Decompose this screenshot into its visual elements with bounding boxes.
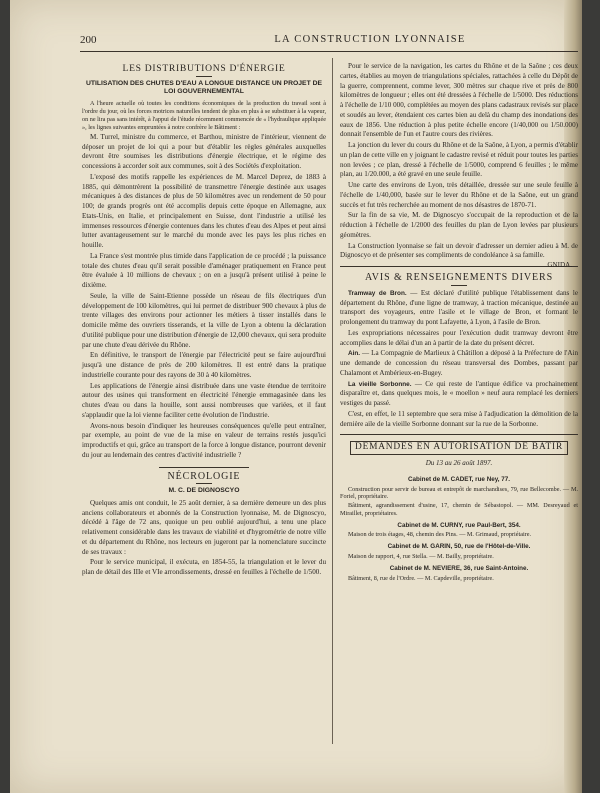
- distributions-paragraph: En définitive, le transport de l'énergie par l'électricité peut se faire aujourd'hui jusqu'à une distance de près de 200 kilomètres. Il est entré dans la pratique industrielle courante pour des rayons de 30 à 40 kilomètres.: [82, 351, 326, 379]
- demandes-heading: DEMANDES EN AUTORISATION DE BATIR: [350, 441, 568, 455]
- avis-item: [340, 349, 578, 378]
- demandes-dates: Du 13 au 26 août 1897.: [425, 459, 493, 467]
- distributions-heading: LES DISTRIBUTIONS D'ÉNERGIE: [122, 63, 286, 74]
- necrologie-paragraph: Une carte des environs de Lyon, très détaillée, dressée sur une seule feuille à l'échelle de 1/40,000, basée sur le lever du Rhône et de la Saône, eut un grand succès et fut très recherchée au moment de nos désastres de 1870-71.: [340, 181, 578, 209]
- necrologie-paragraph: [340, 241, 578, 269]
- distributions-paragraph: Avons-nous besoin d'indiquer les heureuses conséquences qu'elle peut entraîner, par exemple, au point de vue de la mise en valeur de terrains restés jusqu'ici improductifs et qui, grâce au transport de la force à longue distance, pourront devenir du jour au lendemain des centres d'activité industrielle ?: [82, 421, 326, 459]
- heading-ornament: [196, 76, 212, 77]
- necrologie-paragraph: Quelques amis ont conduit, le 25 août dernier, à sa dernière demeure un des plus anciens collaborateurs et abonnés de la Construction lyonnaise, M. de Dignoscyo, décédé à l'âge de 72 ans, quoique un peu oublié aujourd'hui, a tenu une place relativement considérable dans les travaux de viabilité et d'hygrométrie de notre ville et du département du Rhône, nos lecteurs en jugeront par la nomenclature succincte de ses travaux :: [82, 498, 326, 556]
- permit-entry: Bâtiment, agrandissement d'usine, 17, chemin de Sébastopol. — MM. Desreyaud et Miraillet, propriétaires.: [340, 502, 578, 517]
- avis-item-lead: La vieille Sorbonne.: [348, 380, 412, 388]
- avis-item: [340, 329, 578, 349]
- distributions-intro: A l'heure actuelle où toutes les conditions économiques de la production du travail sont à l'ordre du jour, où les forces motrices naturelles tendent de plus en plus à se substituer à la vapeur, on ne lira pas sans intérêt, à l'appui de l'étude récemment commencée de « l'hydraulique appliquée », les lignes suivantes empruntées à notre confrère le Bâtiment :: [82, 99, 326, 131]
- section-divider: [159, 467, 249, 468]
- cabinet-heading: Cabinet de M. CADET, rue Ney, 77.: [407, 475, 511, 483]
- column-divider: [332, 58, 333, 744]
- necrologie-paragraph: Pour le service de la navigation, les cartes du Rhône et de la Saône ; ces deux cartes, établies au moyen de triangulations spéciales, rattachées à celle du Dépôt de la guerre, comprennent, comme lever, 300 mètres sur chaque rive et près de 800 kilomètres de longueur ; elles ont été dressées à l'échelle de 1/5000. Des réductions à l'échelle de 1/10 000, complétées au moyen des plans cadastraux revisés sur place et soudés au lever, étendaient ces cartes bien au delà du champ des inondations des eaux de 1856. Une réduction à plus petite échelle encore (1/40,000 ou 1/50.000) donnait l'ensemble de l'un et l'autre cours des rivières.: [340, 62, 578, 139]
- avis-item-text: — Est déclaré d'utilité publique l'établissement dans le département du Rhône, d'une ligne de tramway, à traction mécanique, destinée au transport des voyageurs, entre l'asile et le village de Bron, et formant le prolongement du tramway du pont Lafayette, à Lyon, à l'asile de Bron.: [340, 288, 578, 326]
- avis-item-lead: Ain.: [348, 350, 361, 358]
- avis-item-text: Les expropriations nécessaires pour l'exécution dudit tramway devront être accomplies dans le délai d'un an à partir de la date du présent décret.: [340, 328, 578, 347]
- necrologie-paragraph: La jonction du lever du cours du Rhône et de la Saône, à Lyon, a permis d'établir un plan de cette ville en y joignant le cadastre revisé et réduit pour toutes les parties non levées ; ce plan, dressé à l'échelle de 1/5000, comprend 6 feuilles ; le même plan, au 1/20.000, a été gravé en une seule feuille.: [340, 141, 578, 179]
- distributions-paragraph: La France s'est montrée plus timide dans l'application de ce procédé ; la puissance totale des chutes d'eau qu'il serait possible d'aménager pratiquement en France peut être évaluée à 10 millions de chevaux ; on en a jusqu'à présent utilisé à peine le dixième.: [82, 251, 326, 290]
- distributions-paragraph: Seule, la ville de Saint-Etienne possède un réseau de fils électriques d'un développement de 100 kilomètres, qui lui permet de distribuer 900 chevaux à plus de trente villages des environs pour actionner les métiers à tisser installés dans le domicile même des ouvriers tisserands, et la ville de Lyon a obtenu la déclaration d'utilité publique pour une distribution d'énergie de 12,000 chevaux, qui sera produite par une chute d'eau dérivée du Rhône.: [82, 291, 326, 349]
- header-rule: [80, 51, 578, 52]
- avis-item: [340, 380, 578, 409]
- distributions-paragraph: L'exposé des motifs rappelle les expériences de M. Marcel Deprez, de 1883 à 1885, qui démontrèrent la possibilité de transmettre l'énergie destinée aux usages mécaniques à des distances de plus de 50 kilomètres avec un rendement de 50 pour 100; de grands progrès ont été accomplis depuis cette époque en Allemagne, aux Etats-Unis, en Italie, et principalement en Suisse, dont l'industrie a utilisé les immenses ressources d'énergie contenues dans les chutes d'eau des Alpes et peut ainsi lutter avantageusement sur le marché du monde avec les pays les plus riches en houille.: [82, 172, 326, 250]
- section-divider: [340, 434, 578, 435]
- avis-item-text: — La Compagnie de Marlieux à Châtillon a déposé à la Préfecture de l'Ain une demande de concession du réseau transversal des Dombes, passant par Chalamont et Ambérieux-en-Bugey.: [340, 349, 578, 377]
- avis-item-lead: Tramway de Bron.: [348, 289, 407, 297]
- necrologie-heading: NÉCROLOGIE: [167, 470, 241, 482]
- necrologie-closing: La Construction lyonnaise se fait un devoir d'adresser un dernier adieu à M. de Dignoscyo et de présenter ses compliments de condoléance à sa famille.: [340, 241, 578, 260]
- page-number: 200: [80, 34, 97, 46]
- distributions-paragraph: Les applications de l'énergie ainsi distribuée dans une vaste étendue de territoire autour des usines qui transforment en électricité l'énergie emmagasinée dans les chutes d'eau ou dans la houille, sont aussi nombreuses que variées, et il faut s'applaudir que la loi vienne faciliter cette évolution de l'industrie.: [82, 381, 326, 419]
- heading-ornament: [451, 285, 467, 286]
- avis-item-text: C'est, en effet, le 11 septembre que sera mise à l'adjudication la démolition de la dernière aile de la vieille Sorbonne donnant sur la rue de la Sorbonne.: [340, 409, 578, 428]
- running-header: [80, 34, 580, 48]
- permit-entry: Bâtiment, 8, rue de l'Ordre. — M. Capdeville, propriétaire.: [348, 574, 494, 582]
- permit-entry: Maison de trois étages, 48, chemin des Pins. — M. Grimaud, propriétaire.: [348, 531, 532, 539]
- necrologie-paragraph: Sur la fin de sa vie, M. de Dignoscyo s'occupait de la reproduction et de la réduction à l'échelle de 1/2000 des feuilles du plan de Lyon levées par plusieurs géomètres.: [340, 211, 578, 239]
- avis-heading: AVIS & RENSEIGNEMENTS DIVERS: [364, 272, 554, 283]
- author-signature: GNIDA.: [547, 261, 572, 269]
- cabinet-heading: Cabinet de M. NEVIERE, 36, rue Saint-Antoine.: [389, 564, 529, 572]
- cabinet-heading: Cabinet de M. GARIN, 50, rue de l'Hôtel-de-Ville.: [387, 543, 531, 551]
- demandes-heading-box: [340, 441, 578, 455]
- heading-ornament: [196, 483, 212, 484]
- journal-title: LA CONSTRUCTION LYONNAISE: [274, 34, 466, 45]
- permit-entry: Maison de rapport, 4, rue Stella. — M. Bailly, propriétaire.: [348, 552, 494, 560]
- permit-entry: Construction pour servir de bureau et entrepôt de marchandises, 79, rue Bellecombe. — M. Foriel, propriétaire.: [340, 485, 578, 501]
- journal-page: [10, 0, 582, 793]
- distributions-subheading: UTILISATION DES CHUTES D'EAU A LONGUE DISTANCE UN PROJET DE LOI GOUVERNEMENTAL: [85, 79, 323, 96]
- necrologie-paragraph: Pour le service municipal, il exécuta, en 1854-55, la triangulation et le lever du plan de détail des IIIe et VIe arrondissements, dressé en feuilles à l'échelle de 1/500.: [82, 558, 326, 577]
- distributions-paragraph: M. Turrel, ministre du commerce, et Barthou, ministre de l'intérieur, viennent de déposer un projet de loi qui a pour but d'établir les règles générales auxquelles devront être soumises les distributions d'énergie électrique, et le régime des concessions à accorder soit aux communes, soit à des Sociétés d'exploitation.: [82, 132, 326, 171]
- right-column: [340, 62, 578, 583]
- left-column: [82, 62, 326, 579]
- avis-item: [340, 410, 578, 430]
- avis-item: [340, 289, 578, 328]
- necrologie-subheading: M. C. DE DIGNOSCYO: [168, 487, 240, 495]
- cabinet-heading: Cabinet de M. CURNY, rue Paul-Bert, 354.: [397, 521, 521, 529]
- avis-item-text: — Ce qui reste de l'antique édifice va prochainement disparaître et, dans quelques mois, le « moellon » neuf aura remplacé les derniers vestiges du passé.: [340, 379, 578, 407]
